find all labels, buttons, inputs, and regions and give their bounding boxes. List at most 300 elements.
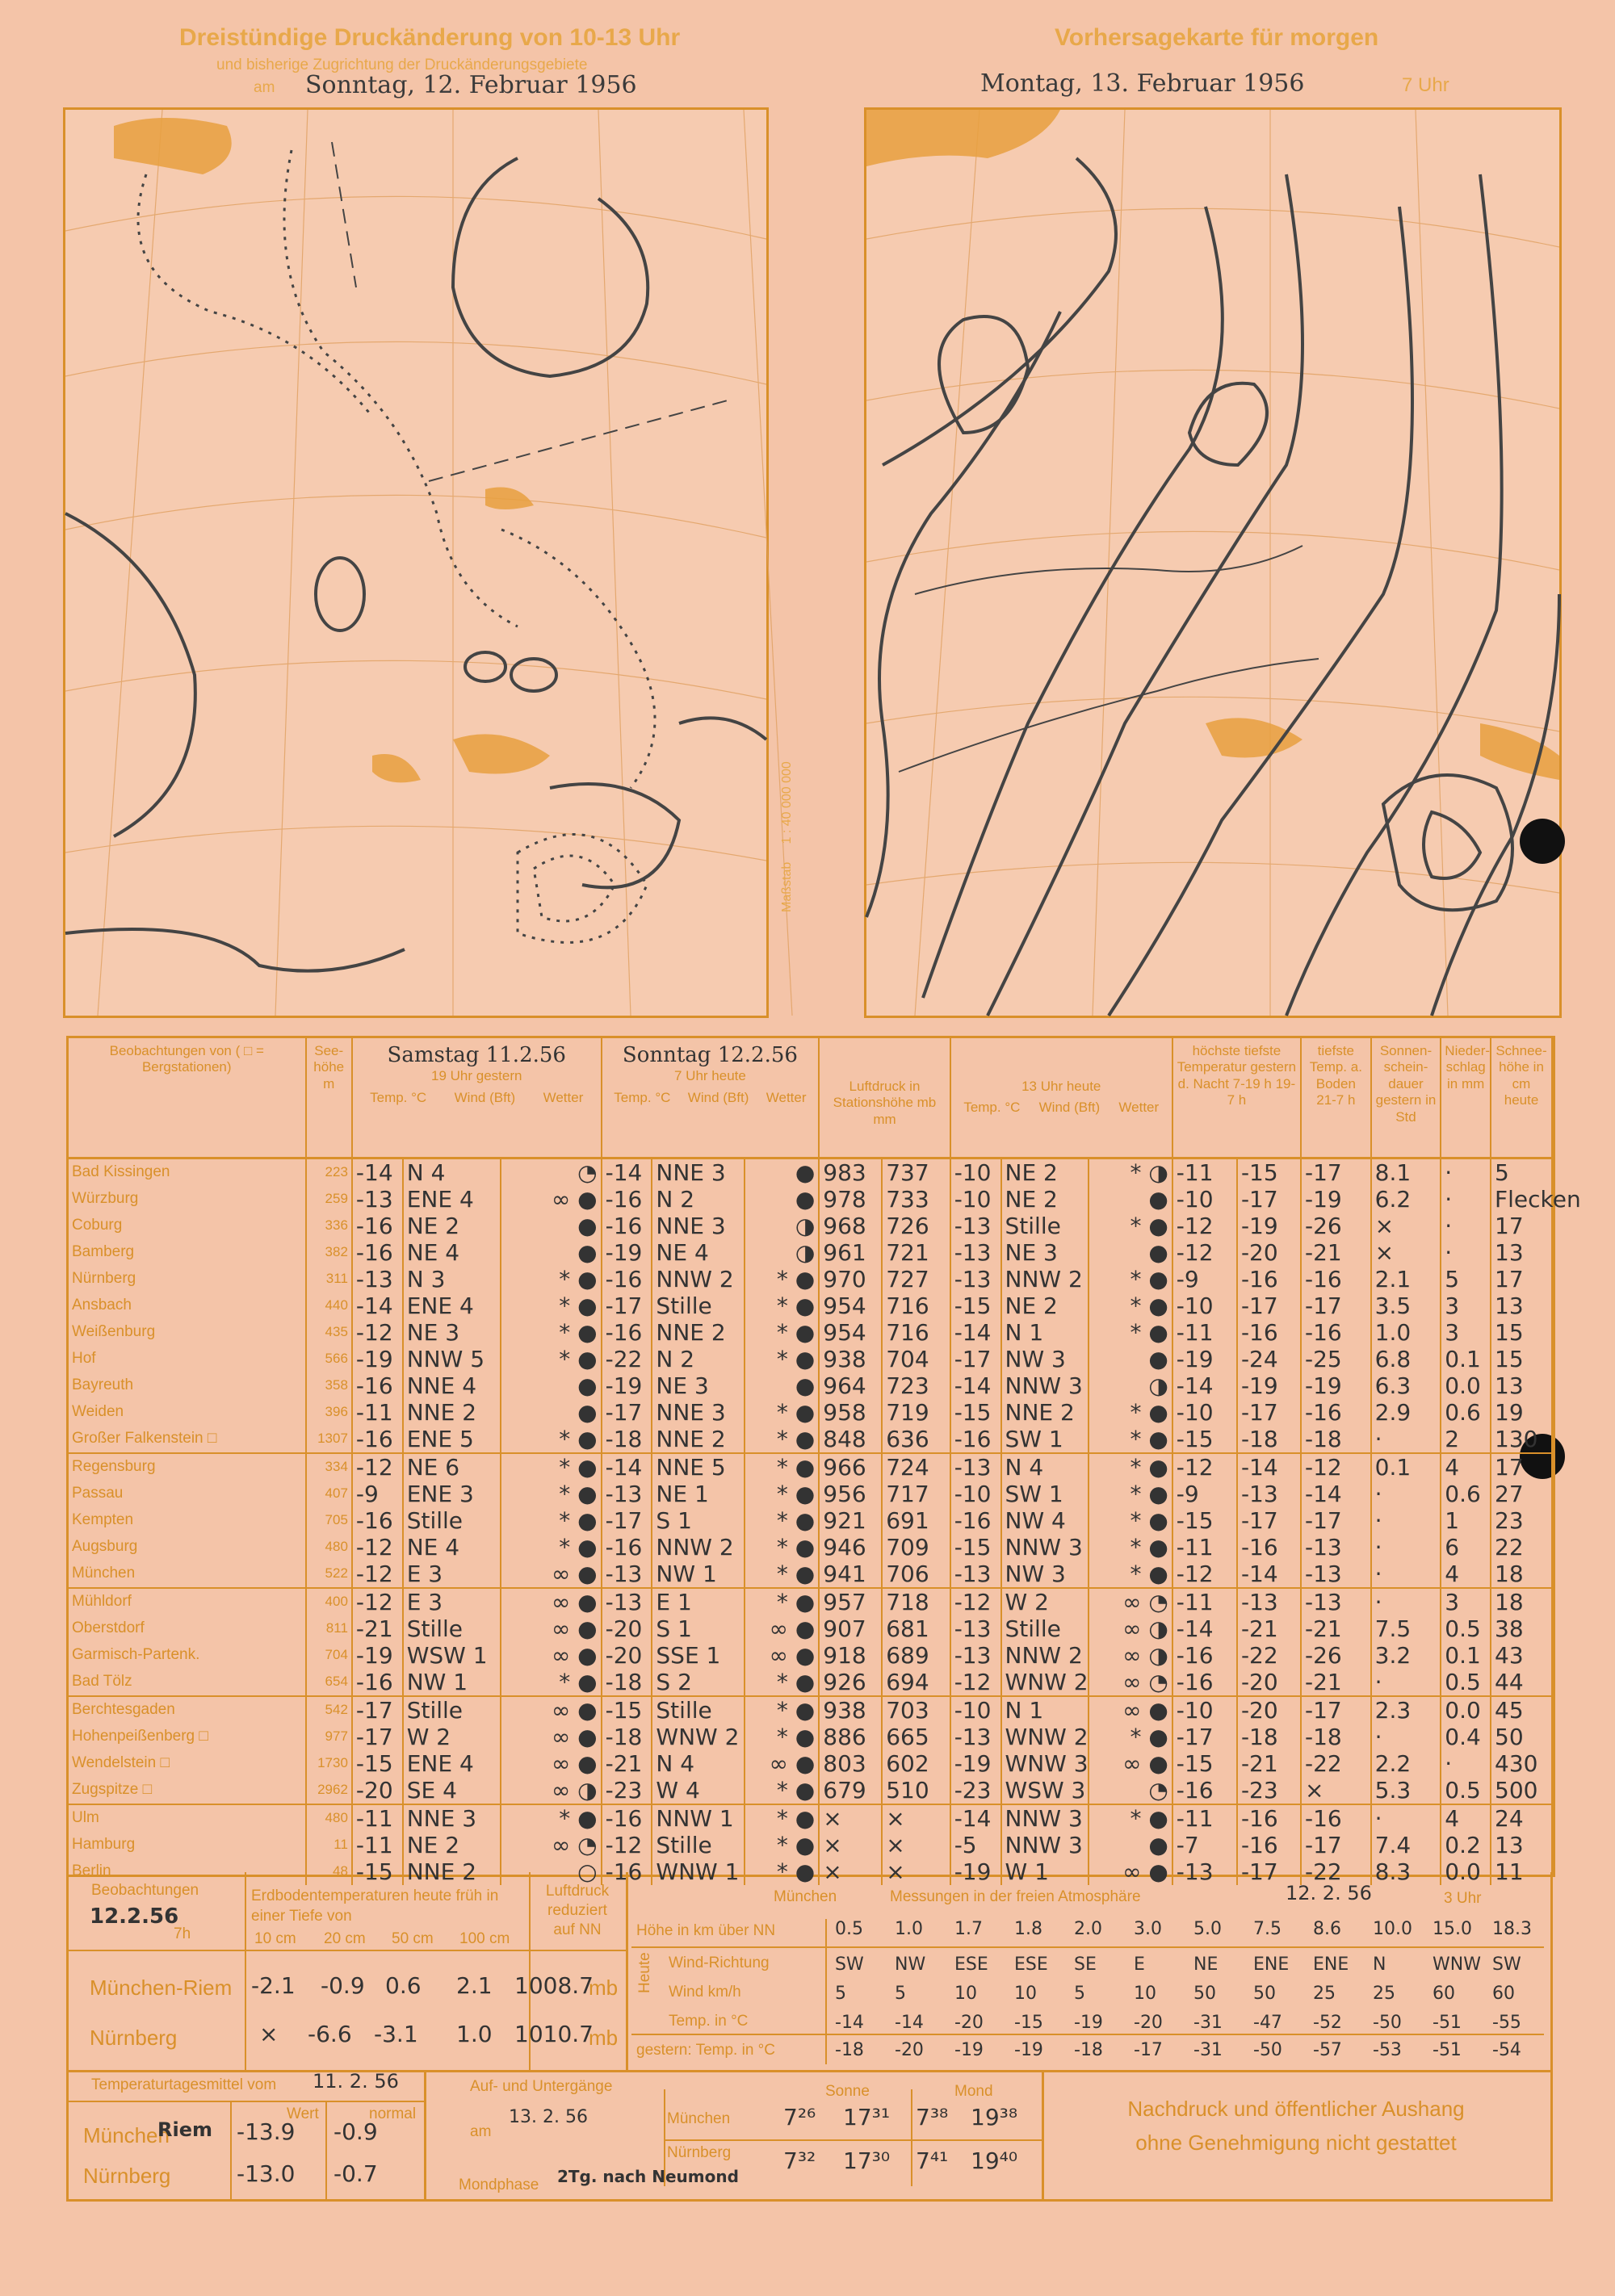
cell-sun: · <box>1371 1804 1441 1832</box>
cell-t7: -16 <box>602 1804 652 1832</box>
cell-w19: NNE 4 <box>403 1372 501 1399</box>
header-day1 <box>352 1038 602 1158</box>
cell-w13: NW 4 <box>1001 1507 1089 1534</box>
cell-wx13: * ● <box>1089 1266 1172 1293</box>
cell-wx7: * ● <box>745 1588 819 1615</box>
upper-yest-value: -50 <box>1253 2040 1282 2060</box>
cell-wx19: * ● <box>501 1453 602 1481</box>
cell-name: Wendelstein □ <box>69 1750 306 1777</box>
cell-gr: -13 <box>1301 1561 1371 1588</box>
cell-gr: -22 <box>1301 1858 1371 1885</box>
cell-w7: NNE 5 <box>652 1453 745 1481</box>
header-weather-13: Wetter <box>1118 1100 1160 1116</box>
cell-pr: 4 <box>1441 1804 1491 1832</box>
cell-w13: NNW 3 <box>1001 1534 1089 1561</box>
cell-mb: 938 <box>819 1696 882 1724</box>
cell-gr: -12 <box>1301 1453 1371 1481</box>
cell-wx13: ∞ ● <box>1089 1858 1172 1885</box>
cell-t7: -21 <box>602 1750 652 1777</box>
cell-el: 705 <box>306 1507 352 1534</box>
cell-w19: Stille <box>403 1507 501 1534</box>
cell-name: Würzburg <box>69 1186 306 1213</box>
header-day1-sub: 19 Uhr gestern <box>431 1068 522 1084</box>
cell-name: Bayreuth <box>69 1372 306 1399</box>
cell-pr: 0.5 <box>1441 1615 1491 1642</box>
cell-mb: 921 <box>819 1507 882 1534</box>
upper-heights-value: 18.3 <box>1492 1919 1532 1939</box>
header-weather-19: Wetter <box>543 1089 584 1105</box>
cell-w13: N 4 <box>1001 1453 1089 1481</box>
upper-heights-value: 1.0 <box>895 1919 923 1939</box>
cell-sn: 44 <box>1491 1669 1552 1696</box>
upper-temps-value: -51 <box>1433 2013 1462 2033</box>
upper-dirs-value: ENE <box>1313 1955 1349 1975</box>
soil-temperature-box <box>66 1872 628 2072</box>
cell-gr: -19 <box>1301 1372 1371 1399</box>
soil-depth-20: 20 cm <box>324 1930 366 1947</box>
cell-pr: 4 <box>1441 1561 1491 1588</box>
header-wind-7: Wind (Bft) <box>687 1089 749 1105</box>
sunrise-munich-sun-rise: 7²⁶ <box>783 2104 816 2131</box>
header-ground: tiefste Temp. a. Boden 21-7 h <box>1301 1038 1371 1158</box>
cell-w7: N 2 <box>652 1186 745 1213</box>
upper-dirs-value: NE <box>1193 1955 1219 1975</box>
daily-mean-col-value: Wert <box>287 2105 319 2122</box>
cell-sn: 43 <box>1491 1642 1552 1669</box>
cell-min: -17 <box>1237 1858 1301 1885</box>
cell-wx19: ∞ ● <box>501 1561 602 1588</box>
cell-t19: -11 <box>352 1399 403 1426</box>
cell-pr: 0.5 <box>1441 1669 1491 1696</box>
cell-mm: × <box>882 1858 950 1885</box>
cell-gr: -21 <box>1301 1239 1371 1266</box>
cell-t13: -13 <box>950 1266 1001 1293</box>
cell-t19: -12 <box>352 1588 403 1615</box>
cell-t7: -13 <box>602 1481 652 1507</box>
cell-wx19: ∞ ● <box>501 1588 602 1615</box>
cell-max: -12 <box>1172 1561 1237 1588</box>
cell-mb: × <box>819 1858 882 1885</box>
daily-mean-munich-normal: -0.9 <box>333 2118 378 2145</box>
header-day2-title: Sonntag 12.2.56 <box>622 1043 798 1067</box>
cell-t19: -11 <box>352 1804 403 1832</box>
cell-name: Nürnberg <box>69 1266 306 1293</box>
cell-t13: -15 <box>950 1293 1001 1319</box>
daily-mean-date: 11. 2. 56 <box>313 2070 399 2093</box>
cell-mm: 694 <box>882 1669 950 1696</box>
cell-t13: -14 <box>950 1372 1001 1399</box>
cell-sun: · <box>1371 1481 1441 1507</box>
cell-mm: 709 <box>882 1534 950 1561</box>
cell-t7: -16 <box>602 1186 652 1213</box>
cell-max: -14 <box>1172 1615 1237 1642</box>
table-row <box>69 1453 1552 1481</box>
cell-wx13: ∞ ◑ <box>1089 1615 1172 1642</box>
cell-t7: -23 <box>602 1777 652 1804</box>
cell-mb: 968 <box>819 1213 882 1239</box>
cell-gr: -17 <box>1301 1293 1371 1319</box>
cell-t19: -12 <box>352 1561 403 1588</box>
sunrise-nuremberg-moon-set: 19⁴⁰ <box>971 2147 1018 2174</box>
cell-sun: · <box>1371 1669 1441 1696</box>
cell-mb: 938 <box>819 1346 882 1372</box>
cell-mb: 954 <box>819 1293 882 1319</box>
cell-w7: NE 4 <box>652 1239 745 1266</box>
cell-sn: 500 <box>1491 1777 1552 1804</box>
cell-w13: NW 3 <box>1001 1346 1089 1372</box>
cell-el: 977 <box>306 1724 352 1750</box>
cell-min: -20 <box>1237 1669 1301 1696</box>
cell-wx7: * ● <box>745 1481 819 1507</box>
cell-wx7: * ● <box>745 1858 819 1885</box>
cell-max: -15 <box>1172 1426 1237 1453</box>
cell-w7: NNE 2 <box>652 1319 745 1346</box>
cell-w19: NE 2 <box>403 1832 501 1858</box>
upper-temps-value: -20 <box>954 2013 984 2033</box>
cell-t7: -22 <box>602 1346 652 1372</box>
cell-pr: 3 <box>1441 1293 1491 1319</box>
header-day1-title: Samstag 11.2.56 <box>387 1043 566 1067</box>
cell-pr: 4 <box>1441 1453 1491 1481</box>
cell-mb: 918 <box>819 1642 882 1669</box>
table-row <box>69 1293 1552 1319</box>
cell-wx13: * ◑ <box>1089 1158 1172 1186</box>
cell-t7: -18 <box>602 1426 652 1453</box>
cell-t7: -14 <box>602 1453 652 1481</box>
cell-t13: -19 <box>950 1858 1001 1885</box>
cell-sun: 6.8 <box>1371 1346 1441 1372</box>
cell-max: -10 <box>1172 1186 1237 1213</box>
upper-dirs-value: SE <box>1074 1955 1097 1975</box>
upper-speeds-value: 25 <box>1373 1984 1395 2004</box>
cell-w19: Stille <box>403 1696 501 1724</box>
upper-dirs-value: SW <box>835 1955 864 1975</box>
cell-wx13: ● <box>1089 1239 1172 1266</box>
cell-wx19: ● <box>501 1372 602 1399</box>
cell-w13: N 1 <box>1001 1696 1089 1724</box>
cell-w19: ENE 4 <box>403 1186 501 1213</box>
daily-mean-label: Temperaturtagesmittel vom <box>91 2076 277 2093</box>
cell-wx7: * ● <box>745 1507 819 1534</box>
cell-el: 336 <box>306 1213 352 1239</box>
cell-mm: 691 <box>882 1507 950 1534</box>
upper-dir-label: Wind-Richtung <box>669 1955 770 1971</box>
cell-wx19: ○ <box>501 1858 602 1885</box>
cell-sun: 6.2 <box>1371 1186 1441 1213</box>
cell-w19: NNE 2 <box>403 1858 501 1885</box>
cell-wx19: ● <box>501 1239 602 1266</box>
cell-el: 407 <box>306 1481 352 1507</box>
cell-w13: WNW 2 <box>1001 1724 1089 1750</box>
cell-mb: 978 <box>819 1186 882 1213</box>
cell-wx19: ∞ ◑ <box>501 1777 602 1804</box>
observations-table <box>66 1036 1581 1885</box>
cell-t7: -19 <box>602 1372 652 1399</box>
cell-el: 223 <box>306 1158 352 1186</box>
soil-depth-50: 50 cm <box>392 1930 434 1947</box>
header-sunshine: Sonnen-schein-dauer gestern in Std <box>1371 1038 1441 1158</box>
cell-min: -14 <box>1237 1453 1301 1481</box>
cell-mm: 716 <box>882 1293 950 1319</box>
cell-sun: 0.1 <box>1371 1453 1441 1481</box>
daily-mean-box <box>66 2070 426 2202</box>
cell-t19: -16 <box>352 1372 403 1399</box>
sunrise-sun-label: Sonne <box>825 2083 870 2100</box>
cell-wx19: ● <box>501 1213 602 1239</box>
cell-mm: 681 <box>882 1615 950 1642</box>
cell-sun: 7.5 <box>1371 1615 1441 1642</box>
cell-sun: 3.2 <box>1371 1642 1441 1669</box>
upper-dirs-value: ESE <box>954 1955 988 1975</box>
upper-heights-value: 0.5 <box>835 1919 863 1939</box>
cell-sun: × <box>1371 1213 1441 1239</box>
soil-munich-100: 2.1 <box>456 1972 493 1999</box>
cell-mb: 970 <box>819 1266 882 1293</box>
cell-w19: WSW 1 <box>403 1642 501 1669</box>
cell-wx19: * ● <box>501 1534 602 1561</box>
cell-wx7: ∞ ● <box>745 1642 819 1669</box>
right-map-title: Vorhersagekarte für morgen <box>1055 24 1379 51</box>
cell-mb: 907 <box>819 1615 882 1642</box>
upper-heights-value: 1.7 <box>954 1919 983 1939</box>
cell-w13: WSW 3 <box>1001 1777 1089 1804</box>
cell-name: Berchtesgaden <box>69 1696 306 1724</box>
cell-min: -19 <box>1237 1213 1301 1239</box>
upper-speeds-value: 60 <box>1433 1984 1455 2004</box>
upper-temps-value: -31 <box>1193 2013 1223 2033</box>
cell-wx7: * ● <box>745 1534 819 1561</box>
upper-today-label: Heute <box>636 1952 653 1993</box>
cell-w13: WNW 2 <box>1001 1669 1089 1696</box>
cell-w19: NE 2 <box>403 1213 501 1239</box>
upper-temps-value: -14 <box>895 2013 924 2033</box>
cell-min: -17 <box>1237 1293 1301 1319</box>
header-13h <box>950 1038 1172 1158</box>
cell-sun: 7.4 <box>1371 1832 1441 1858</box>
cell-wx13: ∞ ◔ <box>1089 1588 1172 1615</box>
cell-name: Garmisch-Partenk. <box>69 1642 306 1669</box>
moon-phase-label: Mondphase <box>459 2177 539 2193</box>
cell-t13: -15 <box>950 1534 1001 1561</box>
cell-w13: Stille <box>1001 1213 1089 1239</box>
soil-munich-unit: mb <box>589 1975 619 2000</box>
cell-t7: -20 <box>602 1615 652 1642</box>
cell-t13: -15 <box>950 1399 1001 1426</box>
cell-wx7: * ● <box>745 1399 819 1426</box>
cell-sn: 15 <box>1491 1346 1552 1372</box>
cell-w7: NE 3 <box>652 1372 745 1399</box>
cell-pr: 0.0 <box>1441 1696 1491 1724</box>
upper-speeds-value: 50 <box>1193 1984 1216 2004</box>
cell-wx19: * ● <box>501 1804 602 1832</box>
cell-el: 382 <box>306 1239 352 1266</box>
cell-mm: × <box>882 1832 950 1858</box>
cell-min: -17 <box>1237 1507 1301 1534</box>
upper-temps-value: -55 <box>1492 2013 1521 2033</box>
cell-max: -16 <box>1172 1777 1237 1804</box>
cell-w19: N 3 <box>403 1266 501 1293</box>
cell-gr: -14 <box>1301 1481 1371 1507</box>
cell-min: -20 <box>1237 1239 1301 1266</box>
cell-min: -24 <box>1237 1346 1301 1372</box>
cell-t19: -16 <box>352 1213 403 1239</box>
cell-w13: NNE 2 <box>1001 1399 1089 1426</box>
cell-pr: · <box>1441 1213 1491 1239</box>
cell-gr: -21 <box>1301 1615 1371 1642</box>
cell-t19: -9 <box>352 1481 403 1507</box>
cell-t7: -19 <box>602 1239 652 1266</box>
cell-wx7: * ● <box>745 1453 819 1481</box>
cell-el: 259 <box>306 1186 352 1213</box>
cell-wx7: ● <box>745 1372 819 1399</box>
upper-speeds-value: 5 <box>895 1984 906 2004</box>
moon-phase-value: 2Tg. nach Neumond <box>557 2167 739 2186</box>
daily-mean-munich-name: München <box>83 2123 170 2147</box>
cell-t19: -17 <box>352 1724 403 1750</box>
cell-sn: 11 <box>1491 1858 1552 1885</box>
cell-w19: NE 3 <box>403 1319 501 1346</box>
cell-mb: 958 <box>819 1399 882 1426</box>
cell-t19: -20 <box>352 1777 403 1804</box>
cell-wx7: ∞ ● <box>745 1750 819 1777</box>
table-row <box>69 1158 1552 1186</box>
cell-name: Passau <box>69 1481 306 1507</box>
cell-gr: -19 <box>1301 1186 1371 1213</box>
cell-w7: Stille <box>652 1832 745 1858</box>
cell-w7: NW 1 <box>652 1561 745 1588</box>
cell-sun: 2.9 <box>1371 1399 1441 1426</box>
cell-t13: -10 <box>950 1481 1001 1507</box>
cell-el: 311 <box>306 1266 352 1293</box>
cell-wx13: * ● <box>1089 1804 1172 1832</box>
sunrise-munich-moon-rise: 7³⁸ <box>916 2104 949 2131</box>
cell-t7: -17 <box>602 1507 652 1534</box>
cell-wx7: * ● <box>745 1426 819 1453</box>
cell-sn: 38 <box>1491 1615 1552 1642</box>
upper-dirs-value: NW <box>895 1955 926 1975</box>
cell-w19: SE 4 <box>403 1777 501 1804</box>
header-day2-sub13: 13 Uhr heute <box>1021 1079 1101 1094</box>
cell-w19: W 2 <box>403 1724 501 1750</box>
cell-gr: × <box>1301 1777 1371 1804</box>
cell-name: Kempten <box>69 1507 306 1534</box>
cell-el: 435 <box>306 1319 352 1346</box>
sunrise-nuremberg-sun-rise: 7³² <box>783 2147 816 2174</box>
cell-wx7: * ● <box>745 1696 819 1724</box>
cell-min: -16 <box>1237 1804 1301 1832</box>
cell-wx7: * ● <box>745 1669 819 1696</box>
cell-sun: · <box>1371 1588 1441 1615</box>
cell-t13: -13 <box>950 1213 1001 1239</box>
cell-w19: ENE 5 <box>403 1426 501 1453</box>
upper-yest-value: -54 <box>1492 2040 1521 2060</box>
cell-mb: 954 <box>819 1319 882 1346</box>
cell-mm: 718 <box>882 1588 950 1615</box>
table-row <box>69 1832 1552 1858</box>
cell-name: Regensburg <box>69 1453 306 1481</box>
soil-nuremberg-100: 1.0 <box>456 2021 493 2047</box>
header-wind-13: Wind (Bft) <box>1038 1100 1101 1116</box>
header-height: See-höhe m <box>306 1038 352 1158</box>
upper-dirs-value: SW <box>1492 1955 1521 1975</box>
cell-sun: · <box>1371 1426 1441 1453</box>
scale-label <box>780 761 795 912</box>
cell-gr: -16 <box>1301 1399 1371 1426</box>
cell-mb: 966 <box>819 1453 882 1481</box>
upper-heights-value: 1.8 <box>1014 1919 1042 1939</box>
cell-mm: 719 <box>882 1399 950 1426</box>
upper-heights-value: 10.0 <box>1373 1919 1412 1939</box>
cell-wx13: * ● <box>1089 1453 1172 1481</box>
cell-el: 566 <box>306 1346 352 1372</box>
cell-gr: -13 <box>1301 1588 1371 1615</box>
cell-gr: -17 <box>1301 1832 1371 1858</box>
cell-t13: -13 <box>950 1453 1001 1481</box>
cell-sn: 27 <box>1491 1481 1552 1507</box>
cell-wx13: * ● <box>1089 1293 1172 1319</box>
cell-gr: -16 <box>1301 1266 1371 1293</box>
cell-w13: NE 2 <box>1001 1186 1089 1213</box>
cell-pr: 2 <box>1441 1426 1491 1453</box>
sunrise-munich-name: München <box>667 2110 731 2127</box>
cell-wx19: ∞ ● <box>501 1750 602 1777</box>
cell-max: -11 <box>1172 1534 1237 1561</box>
cell-pr: 0.2 <box>1441 1832 1491 1858</box>
cell-pr: · <box>1441 1158 1491 1186</box>
cell-w7: N 2 <box>652 1346 745 1372</box>
cell-t13: -5 <box>950 1832 1001 1858</box>
cell-w7: S 2 <box>652 1669 745 1696</box>
cell-w7: NNW 2 <box>652 1534 745 1561</box>
cell-t19: -16 <box>352 1507 403 1534</box>
header-precip: Nieder-schlag in mm <box>1441 1038 1491 1158</box>
cell-mm: 689 <box>882 1642 950 1669</box>
table-row <box>69 1372 1552 1399</box>
daily-mean-col-normal: normal <box>369 2105 417 2122</box>
cell-sn: 24 <box>1491 1804 1552 1832</box>
cell-sun: 2.3 <box>1371 1696 1441 1724</box>
cell-wx13: ● <box>1089 1832 1172 1858</box>
table-row <box>69 1266 1552 1293</box>
soil-label-temp: Erdbodentemperaturen heute früh in einer Tiefe von <box>251 1887 499 1925</box>
cell-t7: -13 <box>602 1588 652 1615</box>
cell-el: 704 <box>306 1642 352 1669</box>
cell-w7: NNE 3 <box>652 1213 745 1239</box>
upper-yest-value: -18 <box>835 2040 864 2060</box>
cell-sn: 19 <box>1491 1399 1552 1426</box>
daily-mean-nuremberg-normal: -0.7 <box>333 2160 378 2187</box>
cell-mm: 724 <box>882 1453 950 1481</box>
cell-max: -11 <box>1172 1319 1237 1346</box>
cell-el: 400 <box>306 1588 352 1615</box>
cell-min: -18 <box>1237 1724 1301 1750</box>
cell-w13: N 1 <box>1001 1319 1089 1346</box>
cell-t13: -14 <box>950 1804 1001 1832</box>
cell-w13: W 1 <box>1001 1858 1089 1885</box>
cell-pr: 0.1 <box>1441 1642 1491 1669</box>
cell-t7: -15 <box>602 1696 652 1724</box>
cell-t19: -16 <box>352 1426 403 1453</box>
cell-max: -15 <box>1172 1507 1237 1534</box>
cell-wx13: ∞ ● <box>1089 1750 1172 1777</box>
cell-w7: S 1 <box>652 1615 745 1642</box>
cell-t7: -20 <box>602 1642 652 1669</box>
cell-wx7: * ● <box>745 1724 819 1750</box>
observations-body <box>69 1158 1581 1885</box>
soil-nuremberg-unit: mb <box>589 2026 619 2050</box>
upper-yest-value: -20 <box>895 2040 924 2060</box>
cell-min: -19 <box>1237 1372 1301 1399</box>
